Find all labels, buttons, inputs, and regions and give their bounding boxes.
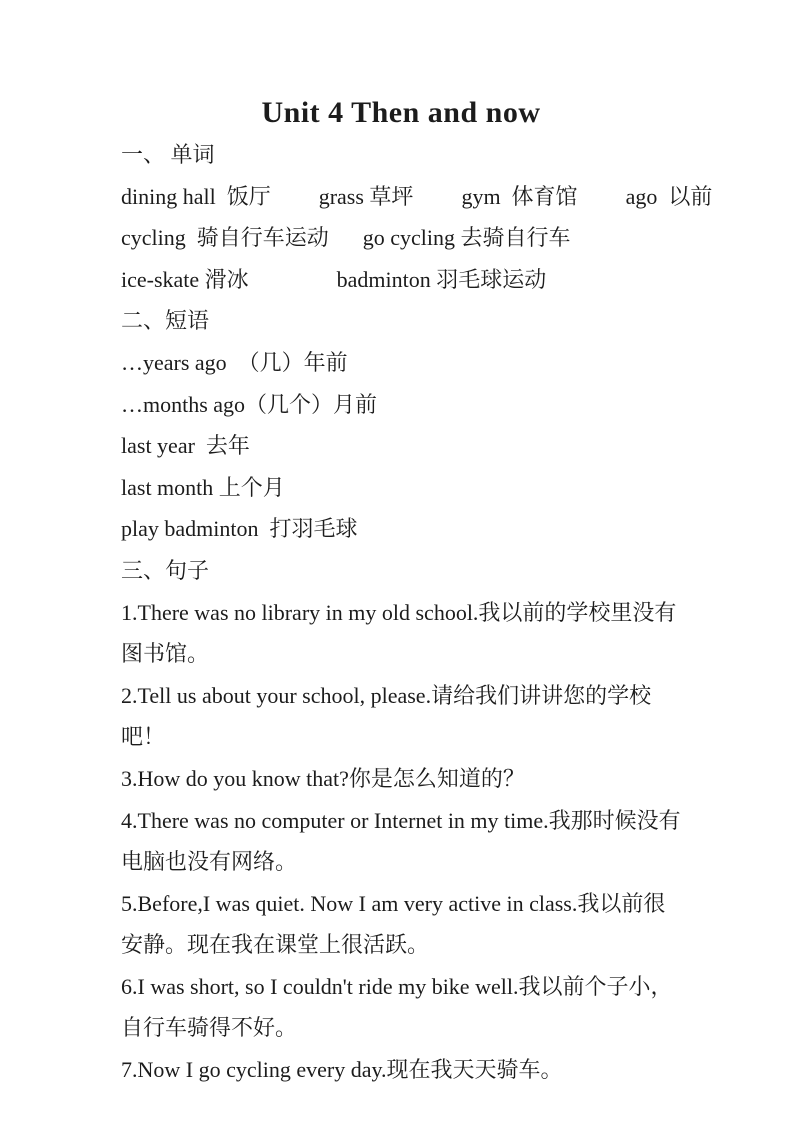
vocab-item: ice-skate 滑冰 xyxy=(121,266,249,292)
phrase-line: …months ago（几个）月前 xyxy=(121,391,378,417)
document-content xyxy=(121,92,713,1091)
vocab-item: ago 以前 xyxy=(625,183,713,209)
vocab-item: grass 草坪 xyxy=(318,183,414,209)
vocab-item: go cycling 去骑自行车 xyxy=(362,225,571,251)
vocab-line xyxy=(121,176,713,218)
sentence-line: 4.There was no computer or Internet in my time.我那时候没有电脑也没有网络。 xyxy=(121,807,681,875)
sentence-line: 2.Tell us about your school, please.请给我们讲讲您的学校吧！ xyxy=(121,682,652,750)
phrase-line: play badminton 打羽毛球 xyxy=(121,516,358,542)
phrase-line: …years ago （几）年前 xyxy=(121,349,348,375)
vocab-item: badminton 羽毛球运动 xyxy=(336,266,547,292)
sentence-line: 5.Before,I was quiet. Now I am very active in class.我以前很安静。现在我在课堂上很活跃。 xyxy=(121,890,666,958)
vocab-line xyxy=(121,259,681,301)
section-heading-phrases: 二、短语 xyxy=(121,308,210,334)
phrase-line: last month 上个月 xyxy=(121,474,285,500)
vocab-item: gym 体育馆 xyxy=(461,183,578,209)
section-heading-sentences: 三、句子 xyxy=(121,557,210,583)
sentence-line: 3.How do you know that?你是怎么知道的？ xyxy=(121,765,525,791)
section-heading-words: 一、 单词 xyxy=(121,142,215,167)
sentence-line: 7.Now I go cycling every day.现在我天天骑车。 xyxy=(121,1057,563,1083)
sentence-line: 6.I was short, so I couldn't ride my bike well.我以前个子小，自行车骑得不好。 xyxy=(121,973,673,1041)
vocab-line xyxy=(121,217,681,259)
vocab-item: dining hall 饭厅 xyxy=(121,183,271,209)
page-title: Unit 4 Then and now xyxy=(261,96,541,129)
vocab-item: cycling 骑自行车运动 xyxy=(121,225,329,251)
phrase-line: last year 去年 xyxy=(121,433,250,459)
sentence-line: 1.There was no library in my old school.我以前的学校里没有图书馆。 xyxy=(121,599,677,667)
